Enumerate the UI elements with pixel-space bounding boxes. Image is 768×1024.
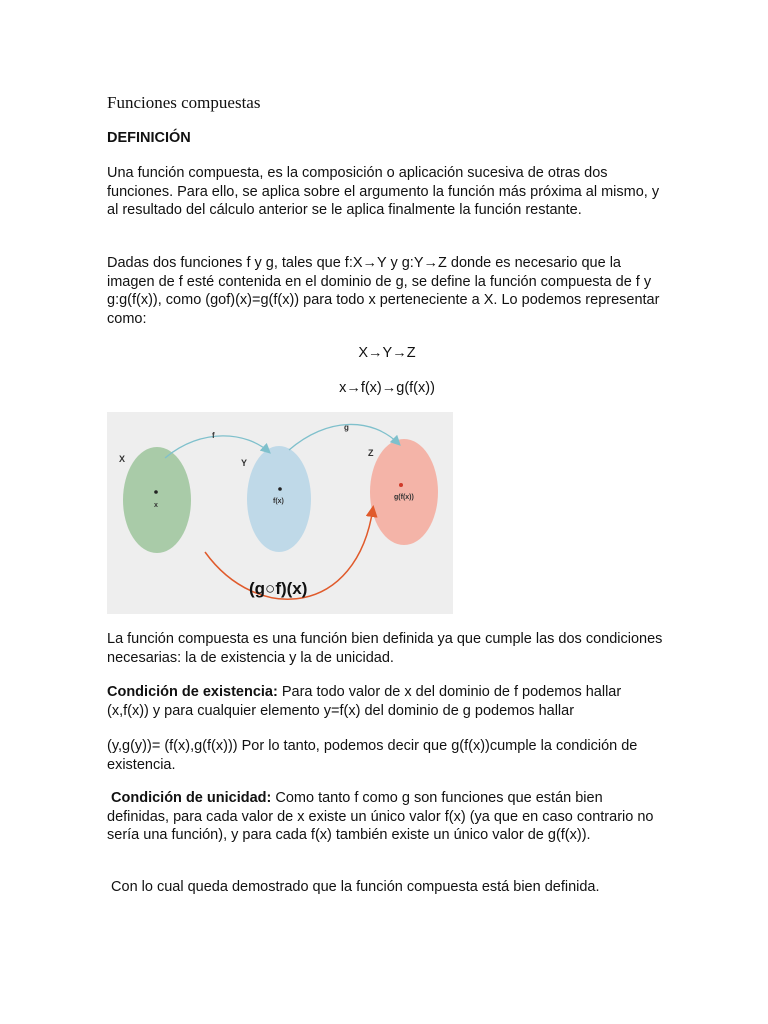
uniqueness-paragraph — [107, 789, 667, 845]
page-title: Funciones compuestas — [107, 93, 261, 112]
existence-text: Para todo valor de x del dominio de f podemos hallar (x,f(x)) y para cualquier elemento y=f(x) del dominio de g podemos hallar — [107, 684, 622, 719]
set-x-label: X — [119, 454, 126, 464]
composition-diagram-svg — [107, 412, 453, 614]
set-x-ellipse — [123, 447, 191, 553]
conclusion-paragraph — [107, 878, 667, 897]
arrow-g-label: g — [344, 423, 349, 432]
uniqueness-label: Condición de unicidad: — [111, 790, 272, 806]
well-defined-paragraph: La función compuesta es una función bien definida ya que cumple las dos condiciones necesarias: la de existencia y la de unicidad. — [107, 631, 663, 666]
point-x-label: x — [154, 502, 158, 509]
definition-paragraph: Una función compuesta, es la composición o aplicación sucesiva de otras dos funciones. Para ello, se aplica sobre el argumento la función más próxima al mismo, y al resultado del cálculo anterior se le aplica finalmente la función restante. — [107, 165, 660, 218]
point-gfx-dot — [399, 483, 403, 487]
point-fx-label: f(x) — [273, 498, 284, 505]
existence-paragraph — [107, 683, 667, 720]
elements-mapping-line: x→f(x)→g(f(x)) — [339, 380, 435, 396]
set-z-ellipse — [370, 439, 438, 545]
functions-paragraph: Dadas dos funciones f y g, tales que f:X→Y y g:Y→Z donde es necesario que la imagen de f esté contenida en el dominio de g, se define la función compuesta de f y g:g(f(x)), como (gof)(x)=g(f(x)) para todo x perteneciente a X. Lo podemos representar como: — [107, 255, 660, 327]
existence-label: Condición de existencia: — [107, 684, 278, 700]
section-heading: DEFINICIÓN — [107, 130, 191, 146]
arrow-f-label: f — [212, 431, 215, 440]
set-y-label: Y — [241, 458, 248, 468]
existence-conclusion-paragraph: (y,g(y))= (f(x),g(f(x))) Por lo tanto, podemos decir que g(f(x))cumple la condición de existencia. — [107, 738, 638, 773]
point-x-dot — [154, 490, 158, 494]
conclusion-text: Con lo cual queda demostrado que la función compuesta está bien definida. — [111, 879, 600, 895]
arrow-f — [165, 436, 269, 458]
point-gfx-label: g(f(x)) — [394, 494, 414, 501]
uniqueness-text: Como tanto f como g son funciones que están bien definidas, para cada valor de x existe un único valor f(x) (ya que en caso contrario no sería una función), y para cada f(x) también existe un único valor de g(f(x)). — [107, 790, 654, 843]
sets-mapping-line: X→Y→Z — [358, 345, 416, 361]
composite-label: (g○f)(x) — [249, 579, 308, 598]
set-z-label: Z — [368, 448, 374, 458]
point-fx-dot — [278, 487, 282, 491]
composition-diagram — [107, 412, 453, 614]
